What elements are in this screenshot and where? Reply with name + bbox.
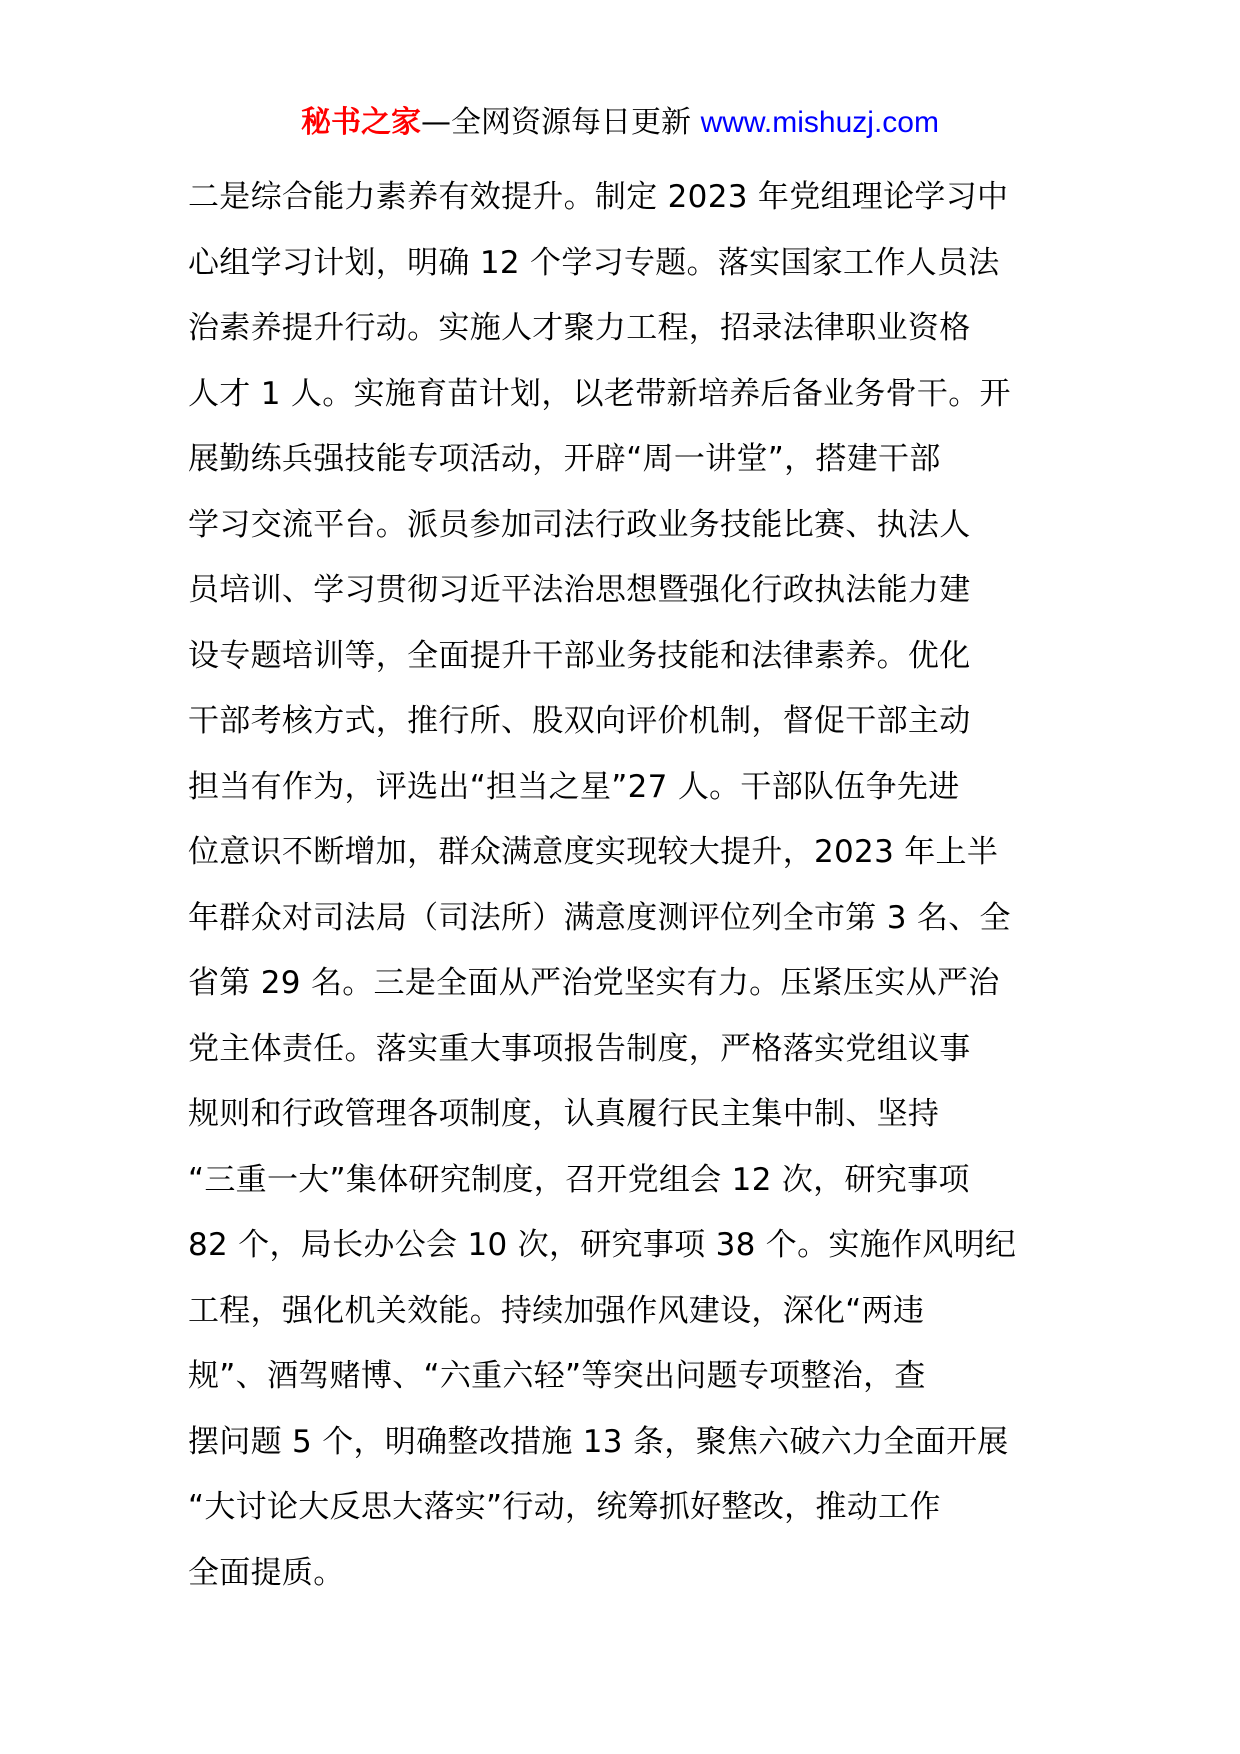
text-line: 省第 29 名。三是全面从严治党坚实有力。压紧压实从严治 (188, 965, 1000, 1001)
text-line: “三重一大”集体研究制度，召开党组会 12 次，研究事项 (188, 1161, 970, 1198)
text-line: 二是综合能力素养有效提升。制定 2023 年党组理论学习中 (188, 179, 1009, 215)
text-line: 担当有作为，评选出“担当之星”27 人。干部队伍争先进 (188, 768, 960, 805)
text-line: 干部考核方式，推行所、股双向评价机制，督促干部主动 (188, 703, 971, 739)
text-line: 员培训、学习贯彻习近平法治思想暨强化行政执法能力建 (188, 572, 971, 608)
text-line: 学习交流平台。派员参加司法行政业务技能比赛、执法人 (188, 506, 971, 543)
page-header (0, 103, 1240, 143)
text-line: 规则和行政管理各项制度，认真履行民主集中制、坚持 (188, 1096, 940, 1132)
text-line: 人才 1 人。实施育苗计划，以老带新培养后备业务骨干。开 (188, 375, 1011, 412)
text-line: 年群众对司法局（司法所）满意度测评位列全市第 3 名、全 (188, 899, 1011, 936)
text-line: 设专题培训等，全面提升干部业务技能和法律素养。优化 (188, 637, 971, 674)
text-line: 位意识不断增加，群众满意度实现较大提升，2023 年上半 (188, 834, 999, 870)
text-line: 工程，强化机关效能。持续加强作风建设，深化“两违 (188, 1292, 925, 1329)
text-line: 摆问题 5 个，明确整改措施 13 条，聚焦六破六力全面开展 (188, 1423, 1009, 1460)
text-line: 全面提质。 (188, 1554, 345, 1591)
website-link[interactable]: www.mishuzj.com (700, 106, 939, 139)
body-paragraph (188, 165, 1058, 1606)
text-line: 82 个，局长办公会 10 次，研究事项 38 个。实施作风明纪 (188, 1227, 1017, 1263)
text-line: 规”、酒驾赌博、“六重六轻”等突出问题专项整治，查 (188, 1358, 926, 1394)
header-tagline: —全网资源每日更新 (421, 105, 701, 140)
brand-name: 秘书之家 (301, 105, 422, 140)
text-line: 党主体责任。落实重大事项报告制度，严格落实党组议事 (188, 1030, 971, 1067)
text-line: 治素养提升行动。实施人才聚力工程，招录法律职业资格 (188, 310, 971, 346)
text-line: “大讨论大反思大落实”行动，统筹抓好整改，推动工作 (188, 1489, 941, 1525)
text-line: 展勤练兵强技能专项活动，开辟“周一讲堂”，搭建干部 (188, 441, 941, 477)
text-line: 心组学习计划，明确 12 个学习专题。落实国家工作人员法 (188, 244, 1000, 281)
